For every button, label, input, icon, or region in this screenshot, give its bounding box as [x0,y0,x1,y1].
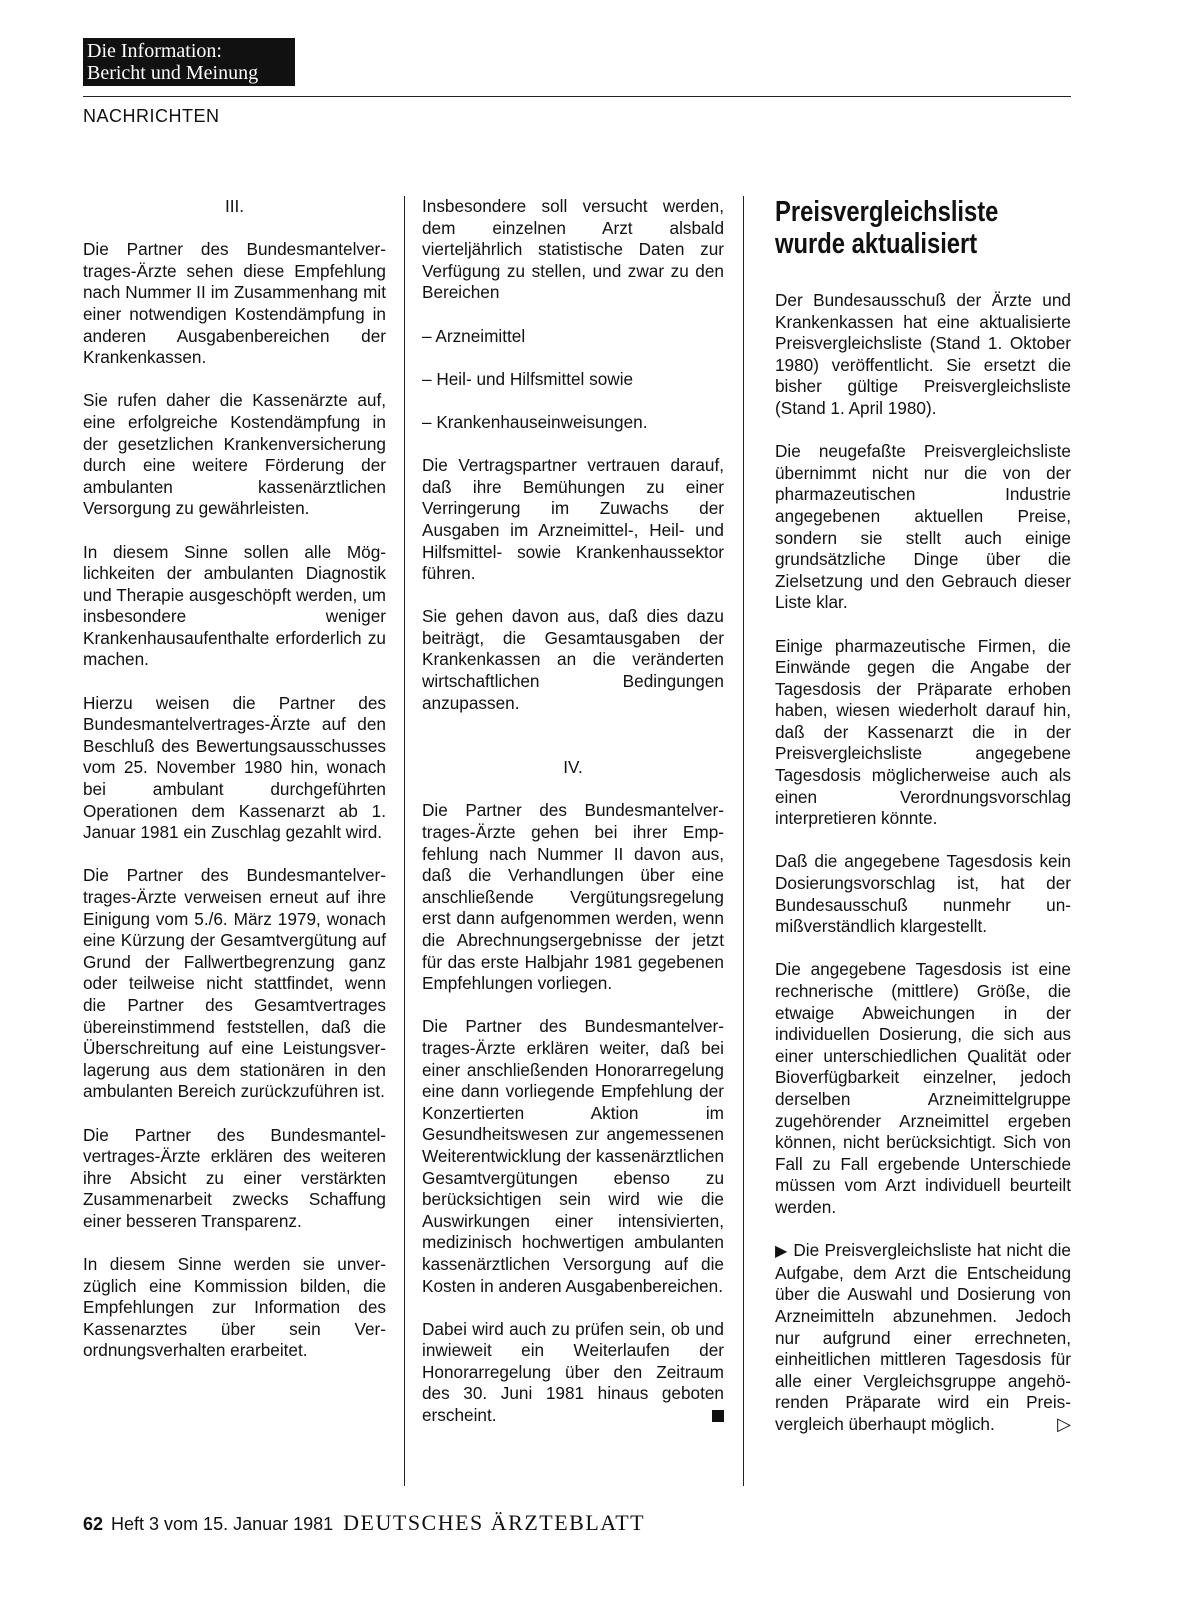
last-paragraph-text: Die Preisvergleichsliste hat nicht die Aufgabe, dem Arzt die Entscheidung über die Auswahl und Dosierung von Arzneimitteln abzunehmen. Jedoch nur aufgrund einer errechneten, einheitlichen mittleren Tagesdosis für alle einer Vergleichsgruppe angehörenden Präparate wird ein Preisvergleich überhaupt möglich. [775,1240,1071,1434]
masthead-line-2: Bericht und Meinung [87,62,259,84]
section-heading-iii: III. [224,196,245,216]
paragraph: Die angegebene Tagesdosis ist eine rechnerische (mittlere) Größe, die etwaige Abweichungen in der individuellen Dosierung, die sich aus einer unterschiedlichen Qualität oder Bioverfügbarkeit einzelner, jedoch derselben Arzneimittelgruppe zugehörender Arzneimittel ergeben können, nicht berücksichtigt. Sich von Fall zu Fall ergebende Unterschiede müssen vom Arzt individuell beurteilt werden. [775,959,1071,1217]
paragraph: Der Bundesausschuß der Ärzte und Krankenkassen hat eine aktualisierte Preisvergleichsliste (Stand 1. Oktober 1980) veröffentlicht. Sie ersetzt die bisher gültige Preisvergleichsliste (Stand 1. April 1980). [775,290,1071,418]
paragraph: Die Partner des Bundesmantelvertrages-Ärzte verweisen erneut auf ihre Einigung vom 5./6. März 1979, wonach eine Kürzung der Gesamtvergütung auf Grund der Fallwertbegrenzung ganz oder teilweise nicht stattfindet, wenn die Partner des Gesamtvertrages übereinstimmend feststellen, daß die Überschreitung auf eine Leistungsverlagerung aus dem stationären in den ambulanten Bereich zurückzuführen ist. [83,865,386,1102]
column-3 [775,196,1071,1457]
paragraph: Insbesondere soll versucht werden, dem einzelnen Arzt alsbald vierteljährlich statistische Daten zur Verfügung zu stellen, und zwar zu den Bereichen [422,196,724,303]
section-heading-iv: IV. [563,757,583,778]
list-item: – Krankenhauseinweisungen. [422,411,648,432]
column-rule-left [404,196,405,1486]
paragraph: In diesem Sinne sollen alle Möglichkeiten der ambulanten Diagnostik und Therapie ausgeschöpft werden, um insbesondere weniger Krankenhausaufenthalte erforderlich zu machen. [83,541,386,670]
page-footer [83,1510,645,1536]
end-of-article-mark [712,1410,724,1422]
journal-name: DEUTSCHES ÄRZTEBLATT [343,1510,646,1535]
paragraph: Die neugefaßte Preisvergleichsliste übernimmt nicht nur die von der pharmazeutischen Industrie angegebenen aktuellen Preise, sondern sie stellt auch einige grundsätzliche Dinge über die Zielsetzung und den Gebrauch dieser Liste klar. [775,441,1071,613]
paragraph: Die Partner des Bundesmantelvertrages-Ärzte erklären weiter, daß bei einer anschließenden Honorarregelung eine dann vorliegende Empfehlung der Konzertierten Aktion im Gesundheitswesen zur angemessenen Weiterentwicklung der kassenärztlichen Gesamtvergütungen ebenso zu berücksichtigen sein wird wie die Auswirkungen einer intensivierten, medizinisch hochwertigen ambulanten kassenärztlichen Versorgung auf die Kosten in anderen Ausgabenbereichen. [422,1016,724,1296]
masthead [83,38,295,86]
paragraph: Die Partner des Bundesmantelvertrages-Ärzte erklären des weiteren ihre Absicht zu einer verstärkten Zusammenarbeit zwecks Schaffung einer besseren Transparenz. [83,1124,386,1231]
page-number: 62 [83,1514,104,1534]
continue-arrow-icon: ▷ [1057,1413,1071,1434]
issue-info: Heft 3 vom 15. Januar 1981 [111,1514,334,1534]
column-rule-right [743,196,744,1486]
paragraph: Hierzu weisen die Partner des Bundesmantelvertrages-Ärzte auf den Beschluß des Bewertungsausschusses vom 25. November 1980 hin, wonach bei ambulant durchgeführten Operationen dem Kassenarzt ab 1. Januar 1981 ein Zuschlag gezahlt wird. [83,692,386,843]
list-item: – Arzneimittel [422,325,526,346]
paragraph: Daß die angegebene Tagesdosis kein Dosierungsvorschlag ist, hat der Bundesausschuß nunmehr unmißverständlich klargestellt. [775,851,1071,937]
column-2 [422,196,724,1448]
column-1 [83,196,386,1384]
header-rule [83,96,1071,97]
final-paragraph-text: Dabei wird auch zu prüfen sein, ob und inwieweit ein Weiterlaufen der Honorarregelung über den Zeitraum des 30. Juni 1981 hinaus geboten erscheint. [422,1318,724,1426]
paragraph: Sie gehen davon aus, daß dies dazu beiträgt, die Gesamtausgaben der Krankenkassen an die veränderten wirtschaftlichen Bedingungen anzupassen. [422,606,724,713]
paragraph: Die Partner des Bundesmantelvertrages-Ärzte gehen bei ihrer Empfehlung nach Nummer II davon aus, daß die Verhandlungen über eine anschließende Vergütungsregelung erst dann aufgenommen werden, wenn die Abrechnungsergebnisse der jetzt für das erste Halbjahr 1981 gegebenen Empfehlungen vorliegen. [422,800,724,994]
paragraph: Die Vertragspartner vertrauen darauf, daß ihre Bemühungen zu einer Verringerung im Zuwachs der Ausgaben im Arzneimittel-, Heil- und Hilfsmittel- sowie Krankenhaussektor führen. [422,455,724,584]
masthead-line-1: Die Information: [87,40,222,62]
paragraph: Sie rufen daher die Kassenärzte auf, eine erfolgreiche Kostendämpfung in der gesetzlichen Krankenversicherung durch eine weitere Förderung der ambulanten kassenärztlichen Versorgung zu gewährleisten. [83,390,386,519]
paragraph: In diesem Sinne werden sie unverzüglich eine Kommission bilden, die Empfehlungen zur Information des Kassenarztes über sein Verordnungsverhalten erarbeitet. [83,1254,386,1361]
section-title: NACHRICHTEN [83,106,220,126]
triangle-right-icon: ▶ [775,1243,788,1261]
paragraph: Einige pharmazeutische Firmen, die Einwände gegen die Angabe der Tagesdosis der Präparate erhoben haben, wiesen wiederholt darauf hin, daß der Kassenarzt die in der Preisvergleichsliste angegebene Tagesdosis möglicherweise auch als einen Verordnungsvorschlag interpretieren könnte. [775,635,1071,829]
paragraph: Die Partner des Bundesmantelvertrages-Ärzte sehen diese Empfehlung nach Nummer II im Zusammenhang mit einer notwendigen Kostendämpfung in anderen Ausgabenbereichen der Krankenkassen. [83,239,386,368]
list-item: – Heil- und Hilfsmittel sowie [422,368,634,389]
article-headline: Preisvergleichsliste wurde aktualisiert [775,196,999,260]
final-paragraph [422,1319,724,1427]
last-paragraph [775,1240,1071,1435]
